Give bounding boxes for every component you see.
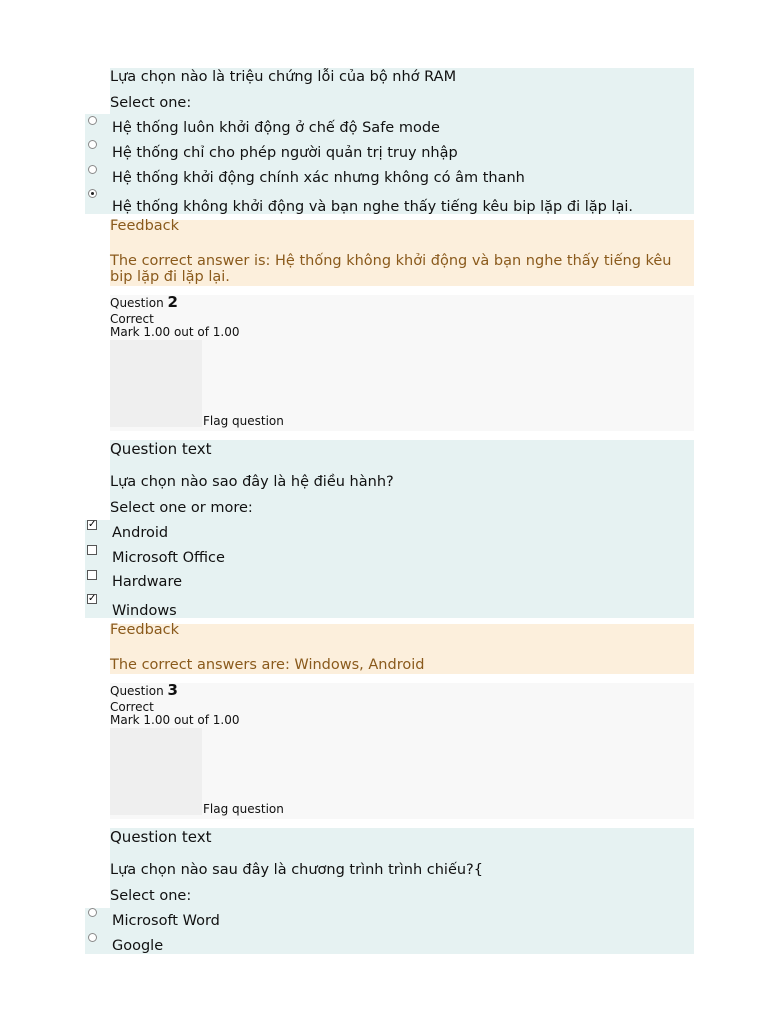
q2-question-text-heading: Question text: [110, 440, 212, 458]
q2-option-1-label[interactable]: Android: [112, 525, 169, 541]
q2-feedback-title: Feedback: [110, 622, 180, 638]
q3-question-word: Question: [110, 684, 164, 698]
q2-option-3-checkbox[interactable]: [87, 570, 97, 580]
q3-select-label: Select one:: [110, 888, 192, 904]
q2-flag-question-link[interactable]: Flag question: [203, 414, 284, 428]
q1-option-4-radio[interactable]: [88, 189, 97, 198]
q2-option-1-checkbox[interactable]: ✓: [88, 519, 97, 530]
q1-feedback-line2: bip lặp đi lặp lại.: [110, 269, 230, 285]
q2-question-label: [110, 293, 178, 311]
q2-question-number: 2: [167, 293, 178, 311]
q2-state: Correct: [110, 312, 154, 326]
q2-option-4-label[interactable]: Windows: [112, 603, 177, 619]
q3-question-text: Lựa chọn nào sau đây là chương trình trình chiếu?{: [110, 862, 483, 878]
q1-option-3-label[interactable]: Hệ thống khởi động chính xác nhưng không có âm thanh: [112, 170, 525, 186]
q2-flag-icon-box[interactable]: [110, 340, 202, 427]
q2-question-text: Lựa chọn nào sao đây là hệ điều hành?: [110, 474, 394, 490]
q3-option-2-label[interactable]: Google: [112, 938, 164, 954]
q1-feedback-title: Feedback: [110, 218, 180, 234]
q3-option-1-radio[interactable]: [88, 908, 97, 917]
q3-mark: Mark 1.00 out of 1.00: [110, 713, 240, 727]
q2-option-2-checkbox[interactable]: [87, 545, 97, 555]
q3-flag-icon-box[interactable]: [110, 728, 202, 815]
q1-option-2-label[interactable]: Hệ thống chỉ cho phép người quản trị truy nhập: [112, 145, 458, 161]
q2-feedback-text: The correct answers are: Windows, Android: [110, 657, 425, 673]
q2-option-4-checkbox[interactable]: ✓: [88, 593, 97, 604]
q1-option-4-label[interactable]: Hệ thống không khởi động và bạn nghe thấy tiếng kêu bip lặp đi lặp lại.: [112, 199, 633, 215]
q2-question-word: Question: [110, 296, 164, 310]
q1-select-label: Select one:: [110, 95, 192, 111]
q1-option-3-radio[interactable]: [88, 165, 97, 174]
q3-state: Correct: [110, 700, 154, 714]
q1-option-1-radio[interactable]: [88, 116, 97, 125]
q2-mark: Mark 1.00 out of 1.00: [110, 325, 240, 339]
q1-question-text: Lựa chọn nào là triệu chứng lỗi của bộ nhớ RAM: [110, 69, 457, 85]
q1-feedback-line1: The correct answer is: Hệ thống không khởi động và bạn nghe thấy tiếng kêu: [110, 253, 672, 269]
q3-option-1-label[interactable]: Microsoft Word: [112, 913, 220, 929]
q1-option-1-label[interactable]: Hệ thống luôn khởi động ở chế độ Safe mode: [112, 120, 440, 136]
q2-option-3-label[interactable]: Hardware: [112, 574, 183, 590]
q3-question-label: [110, 681, 178, 699]
q2-option-2-label[interactable]: Microsoft Office: [112, 550, 225, 566]
q3-question-number: 3: [167, 681, 178, 699]
q3-question-text-heading: Question text: [110, 828, 212, 846]
q2-select-label: Select one or more:: [110, 500, 253, 516]
q1-option-2-radio[interactable]: [88, 140, 97, 149]
q3-flag-question-link[interactable]: Flag question: [203, 802, 284, 816]
q3-option-2-radio[interactable]: [88, 933, 97, 942]
